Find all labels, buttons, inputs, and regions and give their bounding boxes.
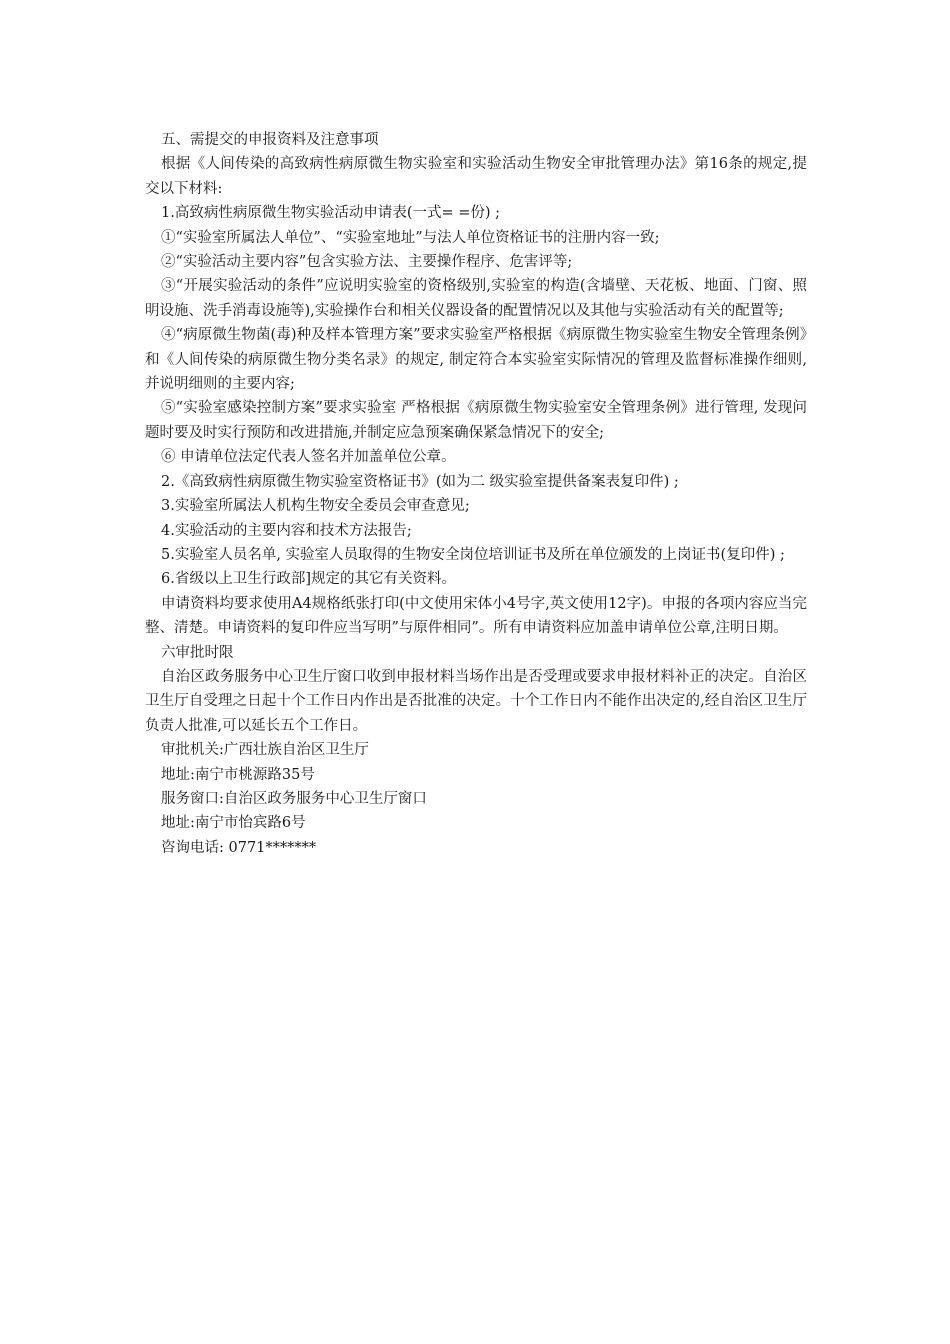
window-address: 地址:南宁市怡宾路6号 — [161, 815, 306, 832]
service-window: 服务窗口:自治区政务服务中心卫生厅窗口 — [161, 790, 427, 807]
approval-authority: 审批机关:广西壮族自治区卫生厅 — [161, 742, 369, 759]
material-item-2: 2.《高致病性病原微生物实验室资格证书》(如为二 级实验室提供备案表复印件) ; — [161, 473, 679, 490]
sub-item-5: ⑤“实验室感染控制方案”要求实验室 严格根据《病原微生物实验室安全管理条例》进行管理, 发现问题时要及时实行预防和改进措施,并制定应急预案确保紧急情况下的安全; — [145, 400, 807, 441]
material-item-4: 4.实验活动的主要内容和技术方法报告; — [161, 522, 412, 539]
material-item-5: 5.实验室人员名单, 实验室人员取得的生物安全岗位培训证书及所在单位颁发的上岗证书(复印件) ; — [161, 546, 785, 563]
intro-paragraph: 根据《人间传染的高致病性病原微生物实验室和实验活动生物安全审批管理办法》第16条的规定,提交以下材料: — [145, 156, 807, 197]
section-heading-6: 六审批时限 — [161, 644, 234, 661]
material-item-3: 3.实验室所属法人机构生物安全委员会审查意见; — [161, 498, 470, 515]
document-body — [145, 128, 807, 860]
time-limit-paragraph: 自治区政务服务中心卫生厅窗口收到申报材料当场作出是否受理或要求申报材料补正的决定。自治区卫生厅自受理之日起十个工作日内作出是否批准的决定。十个工作日内不能作出决定的,经自治区卫生厅负责人批准,可以延长五个工作日。 — [145, 668, 807, 734]
sub-item-3: ③“开展实验活动的条件”应说明实验室的资格级别,实验室的构造(含墙壁、天花板、地面、门窗、照明设施、洗手消毒设施等),实验操作台和相关仪器设备的配置情况以及其他与实验活动有关的配置等; — [145, 278, 807, 319]
format-requirements: 申请资料均要求使用A4规格纸张打印(中文使用宋体小4号字,英文使用12字)。申报的各项内容应当完整、清楚。申请资料的复印件应当写明”与原件相同”。所有申请资料应加盖申请单位公章,注明日期。 — [145, 595, 807, 637]
sub-item-4: ④“病原微生物菌(毒)种及样本管理方案”要求实验室严格根据《病原微生物实验室生物安全管理条例》和《人间传染的病原微生物分类名录》的规定, 制定符合本实验室实际情况的管理及监督标准操作细则,并说明细则的主要内容; — [145, 327, 807, 393]
contact-phone: 咨询电话: 0771******* — [161, 839, 317, 856]
material-item-1: 1.高致病性病原微生物实验活动申请表(一式= =份) ; — [161, 205, 501, 222]
section-heading-5: 五、需提交的申报资料及注意事项 — [161, 132, 379, 148]
sub-item-6: ⑥ 申请单位法定代表人签名并加盖单位公章。 — [161, 449, 456, 466]
material-item-6: 6.省级以上卫生行政部]规定的其它有关资料。 — [161, 571, 456, 588]
sub-item-1: ①“实验室所属法人单位”、“实验室地址”与法人单位资格证书的注册内容一致; — [161, 229, 660, 246]
authority-address: 地址:南宁市桃源路35号 — [161, 766, 315, 783]
sub-item-2: ②“实验活动主要内容”包含实验方法、主要操作程序、危害评等; — [161, 254, 573, 271]
